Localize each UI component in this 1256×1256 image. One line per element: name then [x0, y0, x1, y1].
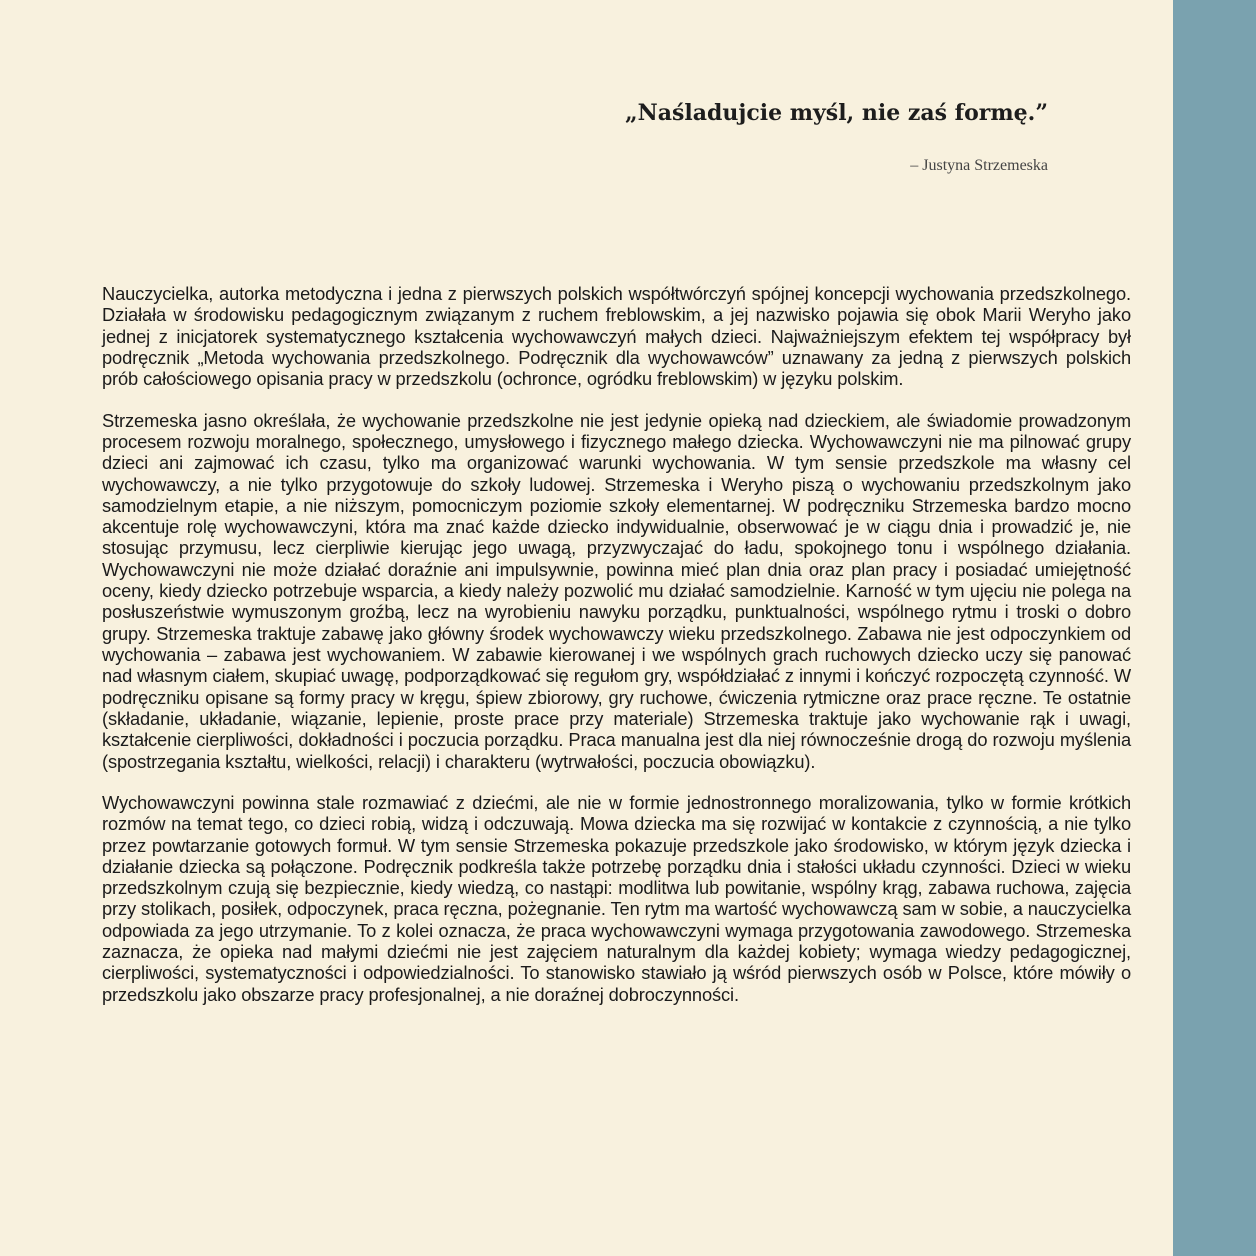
paragraph-1: Nauczycielka, autorka metodyczna i jedna z pierwszych polskich współtwórczyń spójnej koncepcji wychowania przedszkolnego. Działała w środowisku pedagogicznym związanym z ruchem freblowskim, a jej nazwisko pojawia się obok Marii Weryho jako jednej z inicjatorek systematycznego kształcenia wychowawczyń małych dzieci. Najważniejszym efektem tej współpracy był podręcznik „Metoda wychowania przedszkolnego. Podręcznik dla wychowawców” uznawany za jedną z pierwszych polskich prób całościowego opisania pracy w przedszkolu (ochronce, ogródku freblowskim) w języku polskim.: [102, 283, 1131, 390]
side-color-band: [1173, 0, 1256, 1256]
body-text: [102, 283, 1131, 1005]
paragraph-3: Wychowawczyni powinna stale rozmawiać z dziećmi, ale nie w formie jednostronnego moralizowania, tylko w formie krótkich rozmów na temat tego, co dzieci robią, widzą i odczuwają. Mowa dziecka ma się rozwijać w kontakcie z czynnością, a nie tylko przez powtarzanie gotowych formuł. W tym sensie Strzemeska pokazuje przedszkole jako środowisko, w którym język dziecka i działanie dziecka są połączone. Podręcznik podkreśla także potrzebę porządku dnia i stałości układu czynności. Dzieci w wieku przedszkolnym czują się bezpiecznie, kiedy wiedzą, co nastąpi: modlitwa lub powitanie, wspólny krąg, zabawa ruchowa, zajęcia przy stolikach, posiłek, odpoczynek, praca ręczna, pożegnanie. Ten rytm ma wartość wychowawczą sam w sobie, a nauczycielka odpowiada za jego utrzymanie. To z kolei oznacza, że praca wychowawczyni wymaga przygotowania zawodowego. Strzemeska zaznacza, że opieka nad małymi dziećmi nie jest zajęciem naturalnym dla każdej kobiety; wymaga wiedzy pedagogicznej, cierpliwości, systematyczności i odpowiedzialności. To stanowisko stawiało ją wśród pierwszych osób w Polsce, które mówiły o przedszkolu jako obszarze pracy profesjonalnej, a nie doraźnej dobroczynności.: [102, 791, 1131, 1005]
quote-author: – Justyna Strzemeska: [910, 157, 1048, 174]
quote-text: „Naśladujcie myśl, nie zaś formę.”: [624, 100, 1048, 126]
paragraph-2: Strzemeska jasno określała, że wychowanie przedszkolne nie jest jedynie opieką nad dzieckiem, ale świadomie prowadzonym procesem rozwoju moralnego, społecznego, umysłowego i fizycznego małego dziecka. Wychowawczyni nie ma pilnować grupy dzieci ani zajmować ich czasu, tylko ma organizować warunki wychowania. W tym sensie przedszkole ma własny cel wychowawczy, a nie tylko przygotowuje do szkoły ludowej. Strzemeska i Weryho piszą o wychowaniu przedszkolnym jako samodzielnym etapie, a nie niższym, pomocniczym poziomie szkoły elementarnej. W podręczniku Strzemeska bardzo mocno akcentuje rolę wychowawczyni, która ma znać każde dziecko indywidualnie, obserwować je w ciągu dnia i prowadzić je, nie stosując przymusu, lecz cierpliwie kierując jego uwagą, przyzwyczajać do ładu, spokojnego tonu i wspólnego działania. Wychowawczyni nie może działać doraźnie ani impulsywnie, powinna mieć plan dnia oraz plan pracy i posiadać umiejętność oceny, kiedy dziecko potrzebuje wsparcia, a kiedy należy pozwolić mu działać samodzielnie. Karność w tym ujęciu nie polega na posłuszeństwie wymuszonym groźbą, lecz na wyrobieniu nawyku porządku, punktualności, wspólnego rytmu i troski o dobro grupy. Strzemeska traktuje zabawę jako główny środek wychowawczy wieku przedszkolnego. Zabawa nie jest odpoczynkiem od wychowania – zabawa jest wychowaniem. W zabawie kierowanej i we wspólnych grach ruchowych dziecko uczy się panować nad własnym ciałem, skupiać uwagę, podporządkować się regułom gry, współdziałać z innymi i kończyć rozpoczętą czynność. W podręczniku opisane są formy pracy w kręgu, śpiew zbiorowy, gry ruchowe, ćwiczenia rytmiczne oraz prace ręczne. Te ostatnie (składanie, układanie, wiązanie, lepienie, proste prace przy materiale) Strzemeska traktuje jako wychowanie rąk i uwagi, kształcenie cierpliwości, dokładności i poczucia porządku. Praca manualna jest dla niej równocześnie drogą do rozwoju myślenia (spostrzegania kształtu, wielkości, relacji) i charakteru (wytrwałości, poczucia obowiązku).: [102, 409, 1131, 772]
